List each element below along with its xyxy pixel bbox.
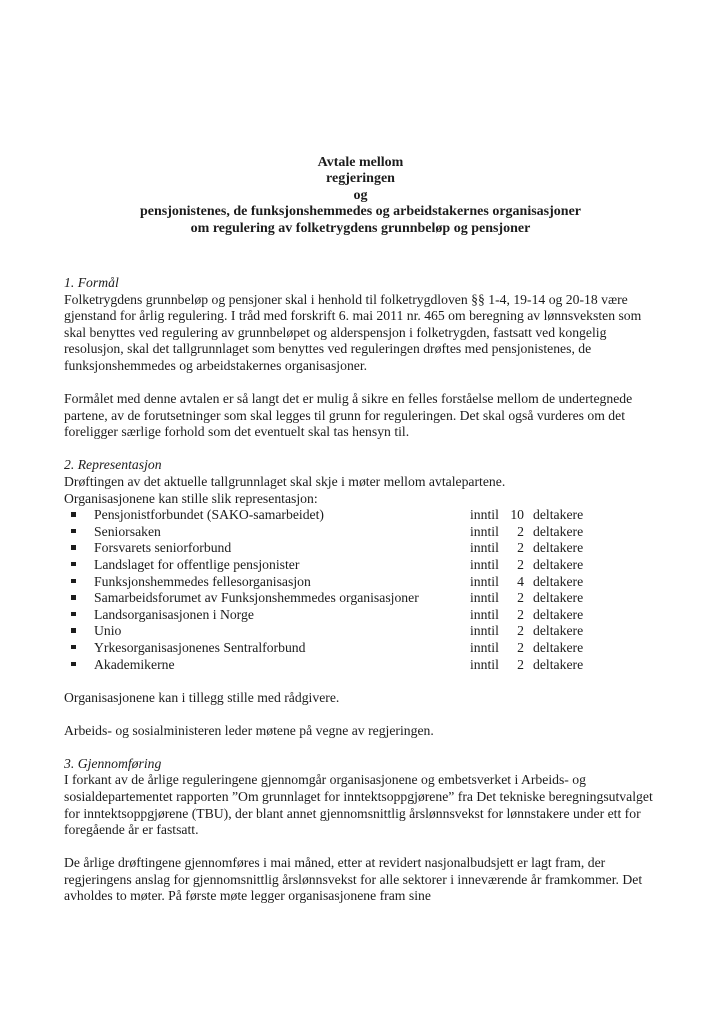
section-1-heading: 1. Formål xyxy=(64,275,119,291)
representation-list xyxy=(64,507,657,673)
count-suffix: deltakere xyxy=(533,639,584,655)
section-2-note-1: Organisasjonene kan i tillegg stille med rådgivere. xyxy=(64,689,340,705)
organisation-name: Unio xyxy=(94,623,122,639)
bullet-square-icon xyxy=(64,514,94,517)
list-item xyxy=(64,524,657,541)
bullet-square-icon xyxy=(64,581,94,584)
count-value: 2 xyxy=(517,540,524,556)
title-line-4: pensjonistenes, de funksjonshemmedes og arbeidstakernes organisasjoner xyxy=(139,204,582,220)
count-value: 2 xyxy=(517,556,524,572)
count-prefix: inntil xyxy=(470,606,499,622)
bullet-square-icon xyxy=(64,664,94,667)
count-value: 10 xyxy=(510,507,524,523)
count-suffix: deltakere xyxy=(533,590,584,606)
count-suffix: deltakere xyxy=(533,606,584,622)
document-title-block xyxy=(64,155,657,237)
count-prefix: inntil xyxy=(470,573,499,589)
organisation-name: Seniorsaken xyxy=(94,523,161,539)
organisation-name: Funksjonshemmedes fellesorganisasjon xyxy=(94,573,311,589)
section-1-paragraph-2: Formålet med denne avtalen er så langt det er mulig å sikre en felles forståelse mellom de undertegnede partene, av de forutsetninger som skal legges til grunn for reguleringen. Det skal også vurderes om det foreligger særlige forhold som det eventuelt skal tas hensyn til. xyxy=(64,391,633,440)
bullet-square-icon xyxy=(64,647,94,650)
list-item xyxy=(64,623,657,640)
organisation-name: Landslaget for offentlige pensjonister xyxy=(94,556,300,572)
count-prefix: inntil xyxy=(470,656,499,672)
section-formal xyxy=(64,275,657,441)
count-prefix: inntil xyxy=(470,540,499,556)
organisation-name: Yrkesorganisasjonenes Sentralforbund xyxy=(94,639,306,655)
count-suffix: deltakere xyxy=(533,507,584,523)
count-suffix: deltakere xyxy=(533,656,584,672)
count-value: 2 xyxy=(517,590,524,606)
count-prefix: inntil xyxy=(470,523,499,539)
section-2-intro-line-1: Drøftingen av det aktuelle tallgrunnlaget skal skje i møter mellom avtalepartene. xyxy=(64,473,506,489)
count-suffix: deltakere xyxy=(533,573,584,589)
bullet-square-icon xyxy=(64,614,94,617)
count-suffix: deltakere xyxy=(533,523,584,539)
document-page xyxy=(64,155,657,905)
count-suffix: deltakere xyxy=(533,556,584,572)
count-value: 2 xyxy=(517,656,524,672)
list-item xyxy=(64,607,657,624)
title-line-1: Avtale mellom xyxy=(317,155,404,170)
count-suffix: deltakere xyxy=(533,540,584,556)
bullet-square-icon xyxy=(64,597,94,600)
count-value: 2 xyxy=(517,606,524,622)
count-value: 2 xyxy=(517,523,524,539)
section-1-paragraph-1: Folketrygdens grunnbeløp og pensjoner skal i henhold til folketrygdloven §§ 1-4, 19-14 og 20-18 være gjenstand for årlig regulering. I tråd med forskrift 6. mai 2011 nr. 465 om beregning av lønnsveksten som skal benyttes ved regulering av grunnbeløpet og alderspensjon i folketrygden, fastsatt ved kongelig resolusjon, skal det tallgrunnlaget som benyttes ved reguleringen drøftes med pensjonistenes, de funksjonshemmedes og arbeidstakernes organisasjoner. xyxy=(64,291,642,373)
bullet-square-icon xyxy=(64,531,94,534)
section-2-heading: 2. Representasjon xyxy=(64,457,162,473)
section-3-paragraph-2: De årlige drøftingene gjennomføres i mai måned, etter at revidert nasjonalbudsjett er lagt fram, der regjeringens anslag for gjennomsnittlig årslønnsvekst for alle sektorer i inneværende år framkommer. Det avholdes to møter. På første møte legger organisasjonene fram sine xyxy=(64,855,643,904)
list-item xyxy=(64,574,657,591)
title-line-2: regjeringen xyxy=(326,171,395,187)
count-prefix: inntil xyxy=(470,623,499,639)
list-item xyxy=(64,540,657,557)
title-line-3: og xyxy=(353,187,368,203)
organisation-name: Samarbeidsforumet av Funksjonshemmedes organisasjoner xyxy=(94,590,419,606)
section-gjennomforing xyxy=(64,756,657,905)
organisation-name: Pensjonistforbundet (SAKO-samarbeidet) xyxy=(94,507,324,523)
section-3-heading: 3. Gjennomføring xyxy=(64,755,162,771)
count-value: 2 xyxy=(517,639,524,655)
list-item xyxy=(64,640,657,657)
count-value: 4 xyxy=(517,573,524,589)
organisation-name: Akademikerne xyxy=(94,656,175,672)
section-3-paragraph-1: I forkant av de årlige reguleringene gjennomgår organisasjonene og embetsverket i Arbeids- og sosialdepartementet rapporten ”Om grunnlaget for inntektsoppgjørene” fra Det tekniske beregningsutvalget for inntektsoppgjørene (TBU), der blant annet gjennomsnittlig årslønnsvekst for lønnstakere under ett for foregående år er fastsatt. xyxy=(64,772,653,838)
list-item xyxy=(64,557,657,574)
count-prefix: inntil xyxy=(470,639,499,655)
organisation-name: Forsvarets seniorforbund xyxy=(94,540,232,556)
count-prefix: inntil xyxy=(470,556,499,572)
organisation-name: Landsorganisasjonen i Norge xyxy=(94,606,254,622)
list-item xyxy=(64,507,657,524)
bullet-square-icon xyxy=(64,564,94,567)
count-prefix: inntil xyxy=(470,507,499,523)
bullet-square-icon xyxy=(64,547,94,550)
count-prefix: inntil xyxy=(470,590,499,606)
list-item xyxy=(64,657,657,674)
title-line-5: om regulering av folketrygdens grunnbeløp og pensjoner xyxy=(190,220,531,236)
count-value: 2 xyxy=(517,623,524,639)
section-representasjon xyxy=(64,457,657,739)
bullet-square-icon xyxy=(64,630,94,633)
section-2-intro-line-2: Organisasjonene kan stille slik representasjon: xyxy=(64,490,318,506)
count-suffix: deltakere xyxy=(533,623,584,639)
list-item xyxy=(64,590,657,607)
section-2-note-2: Arbeids- og sosialministeren leder møtene på vegne av regjeringen. xyxy=(64,722,434,738)
